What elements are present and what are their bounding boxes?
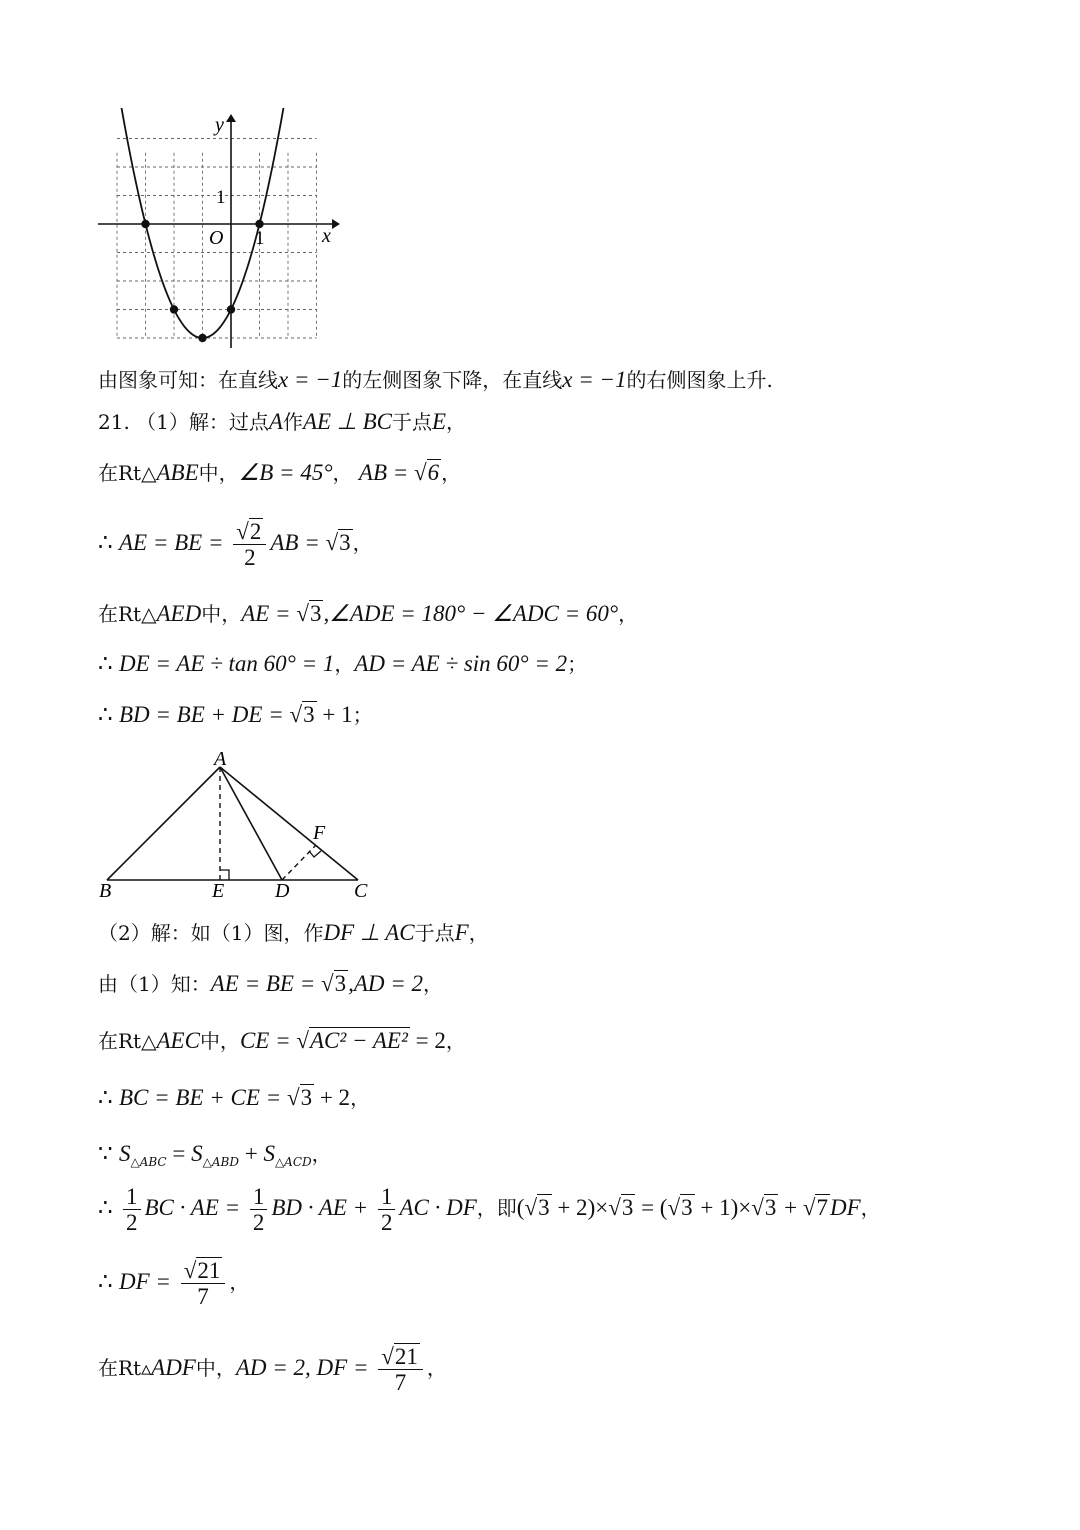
step-df-value: ∴ DF = $\frac{√21}{7}$ ，: [98, 1258, 250, 1309]
curve-point: [170, 305, 178, 313]
q21-part1-intro: 21. （1）解：过点A作AE ⊥ BC于点E，: [98, 409, 467, 434]
segment-DF-dashed: [282, 845, 316, 880]
x-axis-arrow: [332, 219, 340, 229]
x-tick-label: 1: [255, 228, 265, 249]
segment-AC: [220, 767, 358, 880]
segment-AB: [107, 767, 220, 880]
graph-conclusion: 由图象可知：在直线x = −1的左侧图象下降，在直线x = −1的右侧图象上升.: [98, 367, 773, 392]
q21-part2-intro: （2）解：如（1）图，作DF ⊥ AC于点F，: [98, 920, 489, 945]
step-rt-aec: 在Rt△AEC中，CE = √AC² − AE² = 2，: [98, 1028, 466, 1053]
origin-label: O: [209, 227, 224, 249]
curve-point: [255, 220, 263, 228]
step-rt-adf: 在Rt▵ADF中，AD = 2, DF = $\frac{√21}{7}$ ，: [98, 1344, 447, 1395]
curve-point: [198, 334, 206, 342]
parabola-graph: [92, 108, 342, 353]
segment-AD: [220, 767, 282, 880]
label-B: B: [99, 880, 112, 902]
step-de-ad: ∴ DE = AE ÷ tan 60° = 1，AD = AE ÷ sin 60° = 2；: [98, 651, 588, 676]
fraction-sqrt21-over-7: $\frac{√21}{7}$: [181, 1258, 226, 1309]
y-tick-label: 1: [216, 187, 226, 208]
step-rt-abe: 在Rt△ABE中，∠B = 45°， AB = √6 ，: [98, 460, 462, 485]
step-bd: ∴ BD = BE + DE = √3 + 1；: [98, 702, 373, 727]
step-bc: ∴ BC = BE + CE = √3 + 2，: [98, 1085, 371, 1110]
label-C: C: [354, 880, 368, 902]
step-ae-be: ∴ AE = BE = $\frac{√2}{2}$ AB = √3 ，: [98, 519, 373, 570]
step-rt-aed: 在Rt△AED中，AE = √3,∠ADE = 180° − ∠ADC = 60°，: [98, 601, 639, 626]
label-D: D: [275, 880, 290, 902]
curve-point: [227, 305, 235, 313]
label-A: A: [214, 748, 227, 770]
label-E: E: [212, 880, 225, 902]
right-angle-mark-F: [309, 851, 321, 857]
curve-point: [141, 220, 149, 228]
triangle-figure: [92, 745, 382, 905]
sqrt-6: √6: [414, 460, 440, 485]
right-angle-mark-E: [220, 870, 229, 880]
step-from-part1: 由（1）知：AE = BE = √3,AD = 2，: [98, 971, 444, 996]
label-F: F: [313, 822, 326, 844]
y-axis-label: y: [215, 114, 224, 136]
x-axis-label: x: [322, 225, 331, 247]
fraction-sqrt2-over-2: $\frac{√2}{2}$: [233, 519, 266, 570]
step-area-sum: ∵ $S_{\triangle ABC} = S_{\triangle ABD} + S_{\triangle ACD}$，: [98, 1141, 332, 1169]
y-axis-arrow: [226, 114, 236, 122]
step-area-equation: ∴ $\frac{1}{2}$ BC · AE = $\frac{1}{2}$ BD · AE + $\frac{1}{2}$ AC · DF，即(√3 + 2)×√3 = (√3 + 1)×√3 + √7DF，: [98, 1184, 881, 1235]
